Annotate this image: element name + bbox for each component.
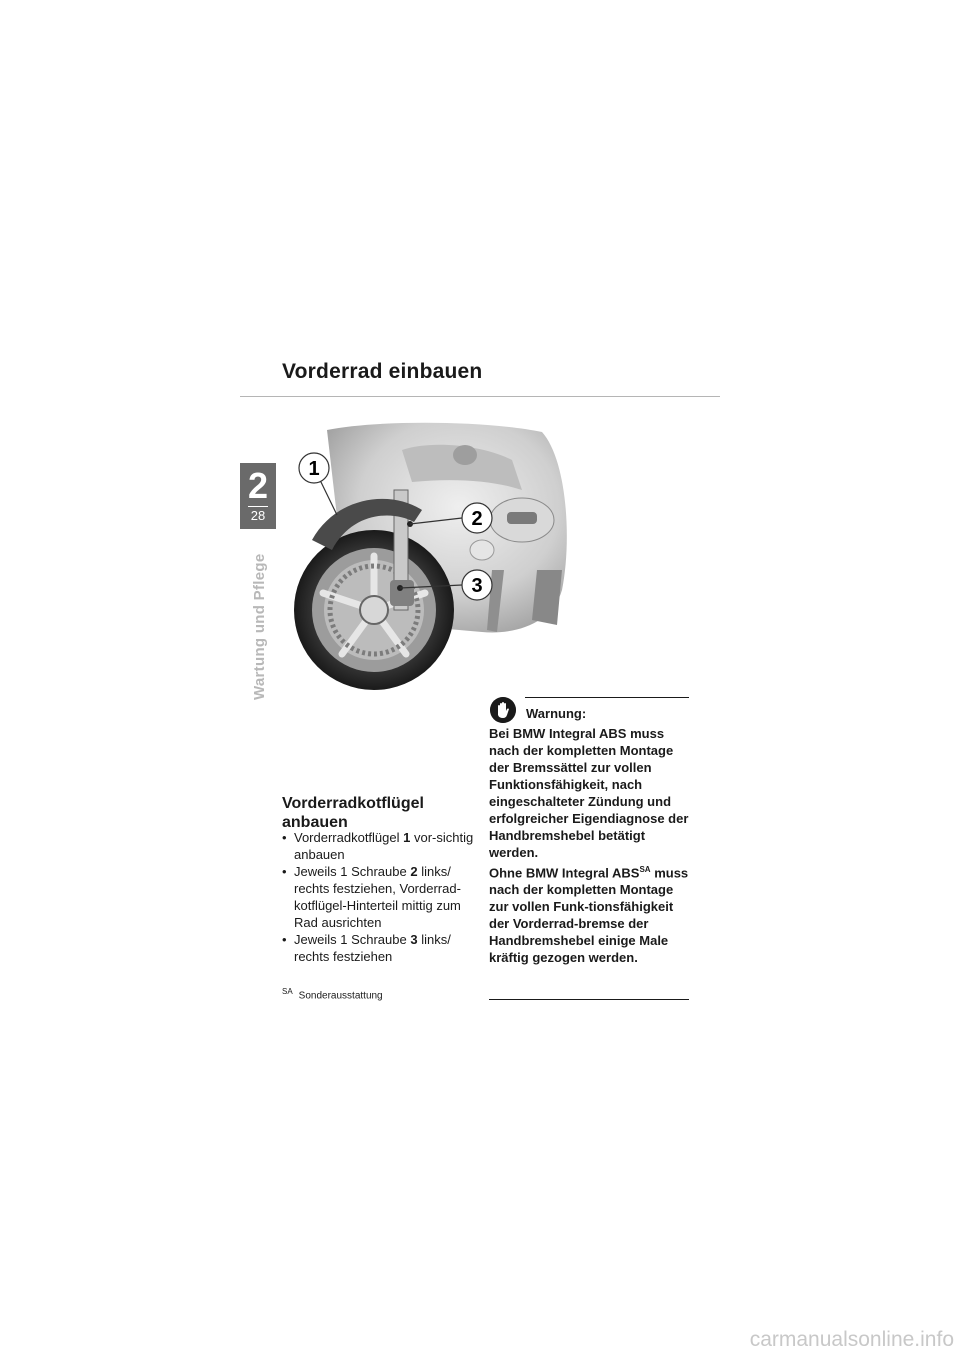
list-item: • Vorderradkotflügel 1 vor-sichtig anbauen <box>282 829 480 863</box>
list-item: • Jeweils 1 Schraube 3 links/ rechts festziehen <box>282 931 480 965</box>
page-number: 28 <box>250 508 266 523</box>
callout-2: 2 <box>471 508 483 530</box>
list-item: • Jeweils 1 Schraube 2 links/ rechts festziehen, Vorderrad-kotflügel-Hinterteil mittig zum Rad ausrichten <box>282 863 480 931</box>
warning-text: Bei BMW Integral ABS muss nach der kompletten Montage der Bremssättel zur vollen Funktionsfähigkeit, nach eingeschalteter Zündung und erfolgreicher Eigendiagnose der Handbremshebel betätigt werden. Ohne BMW Integral $ABS^{SA}$ muss nach der kompletten Montage zur vollen Funk-tionsfähigkeit der Vorderrad-bremse der Handbremshebel einige Male kräftig gezogen werden. <box>489 726 689 966</box>
page-title: Vorderrad einbauen <box>282 360 483 383</box>
warning-rule-top <box>525 697 689 698</box>
section-title: Vorderradkotflügel anbauen <box>282 795 424 831</box>
warning-rule-bottom <box>489 999 689 1000</box>
chapter-divider <box>248 506 268 507</box>
callout-3: 3 <box>471 575 483 597</box>
front-wheel-photo <box>282 420 572 692</box>
chapter-number: 2 <box>247 465 269 506</box>
footnote: $^{SA}$ Sonderausstattung <box>282 987 383 1002</box>
instruction-list <box>282 829 480 965</box>
callout-1: 1 <box>308 458 320 480</box>
title-divider <box>240 396 720 397</box>
chapter-side-label: Wartung und Pflege <box>251 553 268 700</box>
warning-label: Warnung: <box>526 706 587 721</box>
stop-hand-icon <box>490 697 516 723</box>
watermark: carmanualsonline.info <box>749 1328 954 1351</box>
